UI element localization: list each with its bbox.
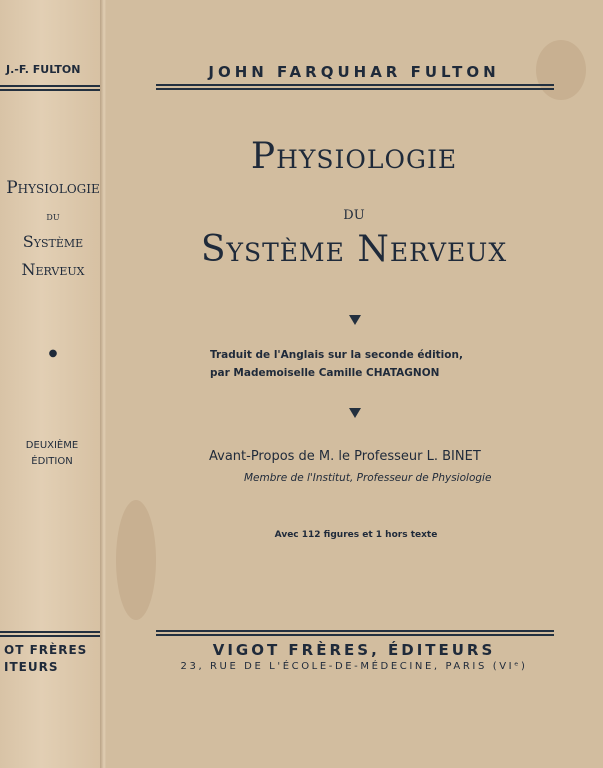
spine-title-line: Système <box>22 232 84 251</box>
foreword-credit: Avant-Propos de M. le Professeur L. BINET <box>209 449 481 464</box>
cover-rule-bottom <box>156 630 554 632</box>
spine-rule-bottom <box>0 631 100 633</box>
cover-rule-top <box>156 84 554 86</box>
cover-author: JOHN FARQUHAR FULTON <box>208 63 500 81</box>
triangle-ornament-icon <box>349 315 361 325</box>
spine-title-line: Nerveux <box>21 260 85 279</box>
cover-title-line-1: Physiologie <box>250 136 458 177</box>
translation-line: par Mademoiselle Camille CHATAGNON <box>210 367 440 379</box>
spine-rule-bottom <box>0 635 100 637</box>
translation-credit <box>210 346 463 382</box>
spine-publisher-line: OT FRÈRES <box>4 643 88 657</box>
cover-rule-top <box>156 88 554 90</box>
triangle-ornament-icon <box>349 408 361 418</box>
cover-stain <box>536 40 586 100</box>
spine-rule-top <box>0 89 100 91</box>
spine-title-line: Physiologie <box>6 178 100 198</box>
spine-author: J.-F. FULTON <box>6 63 81 76</box>
spine-bullet: ● <box>48 348 58 359</box>
spine-title-line: du <box>46 210 60 223</box>
translation-line: Traduit de l'Anglais sur la seconde édition, <box>210 349 463 361</box>
cover-stain <box>116 500 156 620</box>
spine-edition-line: DEUXIÈME <box>25 440 79 451</box>
spine-publisher-line: ITEURS <box>4 660 59 674</box>
cover-title-line-3: Système Nerveux <box>200 229 508 270</box>
cover-rule-bottom <box>156 634 554 636</box>
spine-edition-line: ÉDITION <box>31 456 73 467</box>
cover-publisher: VIGOT FRÈRES, ÉDITEURS <box>212 641 496 659</box>
foreword-affiliation: Membre de l'Institut, Professeur de Physiologie <box>244 472 492 484</box>
figures-note: Avec 112 figures et 1 hors texte <box>274 530 438 540</box>
cover-title-line-2: du <box>343 202 365 224</box>
cover-address: 23, RUE DE L'ÉCOLE-DE-MÉDECINE, PARIS (VIᵉ) <box>180 661 528 672</box>
spine-rule-top <box>0 85 100 87</box>
